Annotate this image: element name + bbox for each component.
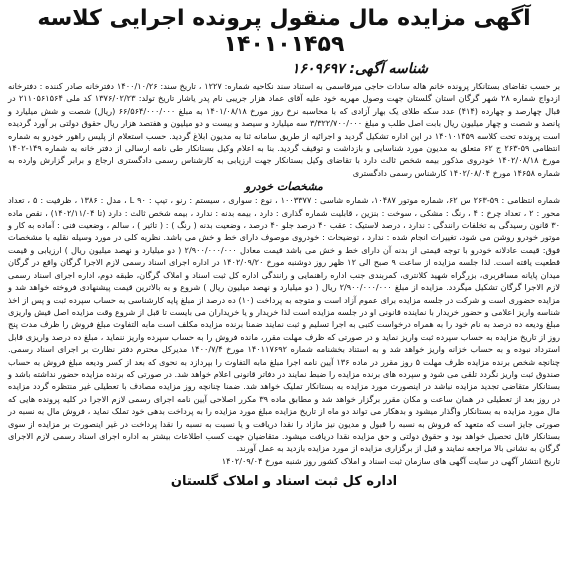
- vehicle-specs-paragraph: شماره انتظامی : ۵۹-۲۶۳ س ۶۲، شماره موتور ۱۰۴۸۷، شماره شاسی : ۱۰۰۳۳۷۷ ، نوع : سواری ، سیستم : رنو ، تیپ : ۹۰ L ، مدل : ۱۳۸۶ ، ظرفیت : ۵ ، تعداد محور : ۲ ، تعداد چرخ : ۴ ، رنگ : مشکی ، سوخت : بنزین ، قابلیت شماره گذاری : دارد ، بیمه بدنه : ندارد ، بیمه شخص ثالث : دارد (تا ۱۴۰۲/۱۱/۰۴) ، نقص ماده ۳۰ قانون رسیدگی به تخلفات رانندگی : ندارد ، درصد لاستیک : عقب ۴۰ درصد جلو ۴۰ درصد ، وضعیت بدنه ( رنگ ) : ( تاثیر ) ، سالم ، وضعیت فنی : آماده به کار و موتور خودرو روشن می شود، تغییرات انجام شده : ندارد ، توضیحات : خودروی موصوف دارای خط و خش می باشد. نظریه کلی در مورد وسیله نقلیه با مشخصات فوق: قیمت عادلانه خودرو با توجه قیمتی از بدنه آن دارای خط و خش می باشد قیمت معادل ۲/۹۰۰/۰۰۰/۰۰۰ ( دو میلیارد و نهصد میلیون ریال ) ارزیابی و قیمت قطعیت یافته است. لذا جلسه مزایده از ساعت ۹ صبح الی ۱۲ ظهر روز دوشنبه مورخ ۱۴۰۲/۰۹/۲۰ در اداره اجرای اسناد رسمی لازم الاجرا گرگان واقع در گرگان میدان پایانه مسافربری، بزرگراه شهید کلانتری، کمربندی جنب اداره راهنمایی و رانندگی اداره کل ثبت اسناد و املاک گرگان، طبقه دوم، اداره اجرای اسناد رسمی لازم الاجرا گرگان تشکیل میگردد. مزایده از مبلغ ۲/۹۰۰/۰۰۰/۰۰۰ ریال ( دو میلیارد و نهصد میلیون ریال ) شروع و به بالاترین قیمت پیشنهادی فروخته خواهد شد و مزایده حضوری است و شرکت در جلسه مزایده برای عموم آزاد است و متوجه به پرداخت (۱۰) ده درصد از مبلغ پایه کارشناسی به حساب سپرده ثبت و پس از اخذ شناسه واریز اعلامی و حضور خریدار با نماینده قانونی او در جلسه مزایده است لذا خریدار و یا خریداران می بایست تا قبل از شروع وقت مزایده اصل فیش واریزی مبلغ ودیعه ده درصد به نام خود را به همراه درخواست کتبی به اجرا تسلیم و ثبت نمایند ضمنا برنده مزایده مکلف است مابه التفاوت مبلغ فروش را ظرف مدت پنج روز از تاریخ مزایده به حساب سپرده ثبت واریز نماید و در صورتی که ظرف مهلت مقرر، مانده فروش را به حساب سپرده واریز ننماید ، مبلغ ده درصد واریزی قابل استرداد نبوده و به حساب خزانه واریز خواهد شد و به استناد بخشنامه شماره ۱۴۰۱۱۷۶۹۲ مورخ ۱۴۰۰/۷/۴ مدیرکل محترم دفتر نظارت بر اجرای اسناد رسمی. چنانچه شخص برنده مزایده ظرف مهلت ۵ روز مقرر در ماده ۱۳۶ آیین نامه اجرا مبلغ مابه التفاوت را بپردازد به نحوی که بعد از کسر ودیعه مبلغ فروش به حساب صندوق ثبت واریز نگردد تلقی می شود و سپرده های برنده مزایده را ضبط نمایند در دفاتر قانونی اعلام خواهد شد. در صورتی که برنده مزایده حضور نداشته باشد و بستانکار متقاضی تجدید مزایده نباشد در اینصورت مورد مزایده به بستانکار تملیک خواهد شد. ضمنا چنانچه روز مزایده مصادف با تعطیلی غیر منتظره گردد مزایده در روز بعد از تعطیلی در همان ساعت و مکان مقرر برگزار خواهد شد و مطابق ماده ۳۹ مکرر اصلاحی آیین نامه اجرای رسمی لازم الاجرا در کلیه پرونده هایی که مال مورد مزایده به بستانکار واگذار میشود و بدهکار می تواند دو ماه از تاریخ مزایده مبلغ مورد مزایده را به پرداخت بدهی خود تملک نماید ، فروش مال به نسبه در صورتی جایز است که متعهد که فروش به نسبه را قبول و مدیون نیز مازاد را نقدا دریافت و یا نسبت به نسبه را نقدا پرداخت در غیر اینصورت بر مزایده از سوی بستانکار قابل تحصیل خواهد بود و حقوق دولتی و حق مزایده نقدا دریافت میشود. متقاضیان جهت کسب اطلاعات بیشتر به اداره اجرای اسناد رسمی لازم الاجرای گرگان به نشانی بالا مراجعه نمایند و قبل از برگزاری مزایده از مورد مزایده بازدید به عمل آورند.: [8, 195, 561, 454]
- publish-date: تاریخ انتشار آگهی در سایت آگهی های سازمان ثبت اسناد و املاک کشور روز شنبه مورخ ۱۴۰۲/۰۹/۰۴: [221, 455, 560, 466]
- notice-id: شناسه آگهی: ۱۶۰۹۶۹۷: [291, 61, 428, 77]
- issuing-office: اداره کل ثبت اسناد و املاک گلستان: [170, 474, 398, 490]
- notice-title: آگهی مزایده مال منقول پرونده اجرایی کلاسه ۱۴۰۱۰۱۴۵۹: [37, 6, 531, 57]
- vehicle-specs-heading: مشخصات خودرو: [245, 180, 323, 194]
- intro-paragraph: بر حسب تقاضای بستانکار پرونده خانم هاله سادات حاجی میرقاسمی به استناد سند نکاحیه شماره: ۱۲۲۷ ، تاریخ سند: ۱۴۰۰/۱۰/۲۶ دفترخانه صادر کننده : دفترخانه ازدواج شماره ۲۸ شهر گرگان استان گلستان جهت وصول مهریه خود علیه آقای عماد هزار جریبی نام پدر یاشار تاریخ تولد: ۱۳۷۶/۰۲/۲۳ کد ملی ۲۱۱۰۵۶۱۵۶۴ در قبال چهارصد و چهارده (۴۱۴) عدد سکه طلای یک بهار آزادی که با محاسبه نرخ روز مورخ ۱۴۰۱/۰۸/۱۸ به مبلغ ۶۶/۵۶۴/۰۰۰/۰۰۰ (ریال) شصت و شش میلیارد و پانصد و شصت و چهار میلیون ریال بابت اصل طلب و مبلغ ۳/۳۲۲/۷۰۰/۰۰۰ سه میلیارد و سیصد و بیست و دو میلیون و هفتصد هزار ریال حقوق دولتی بر آورد گردیده است پرونده تحت کلاسه ۱۴۰۱۰۱۴۵۹ در این اداره تشکیل گردید و اجرائیه از طریق سامانه ثنا به مدیون ابلاغ گردید. حسب استعلام از پلیس راهور خودرو به شماره انتظامی ۵۹-۲۶۳ ج ۶۲ متعلق به مدیون مورد شناسایی و بازداشت و توقیف گردید. بنا به اعلام وکیل بستانکار طی نامه ارسالی از دفتر خانه به شماره ۱۴۹-۱۴۰۲ مورخ ۱۴۰۲/۰۸/۱۸ خودروی مذکور بیمه شخص ثالث دارد با تقاضای وکیل بستانکار جهت ارزیابی به کارشناس رسمی دادگستری ارجاع و برابر گزارش وارده به شماره ۱۴۶۵۸ مورخ ۱۴۰۲/۰۸/۰۴ کارشناس رسمی دادگستری: [8, 81, 561, 178]
